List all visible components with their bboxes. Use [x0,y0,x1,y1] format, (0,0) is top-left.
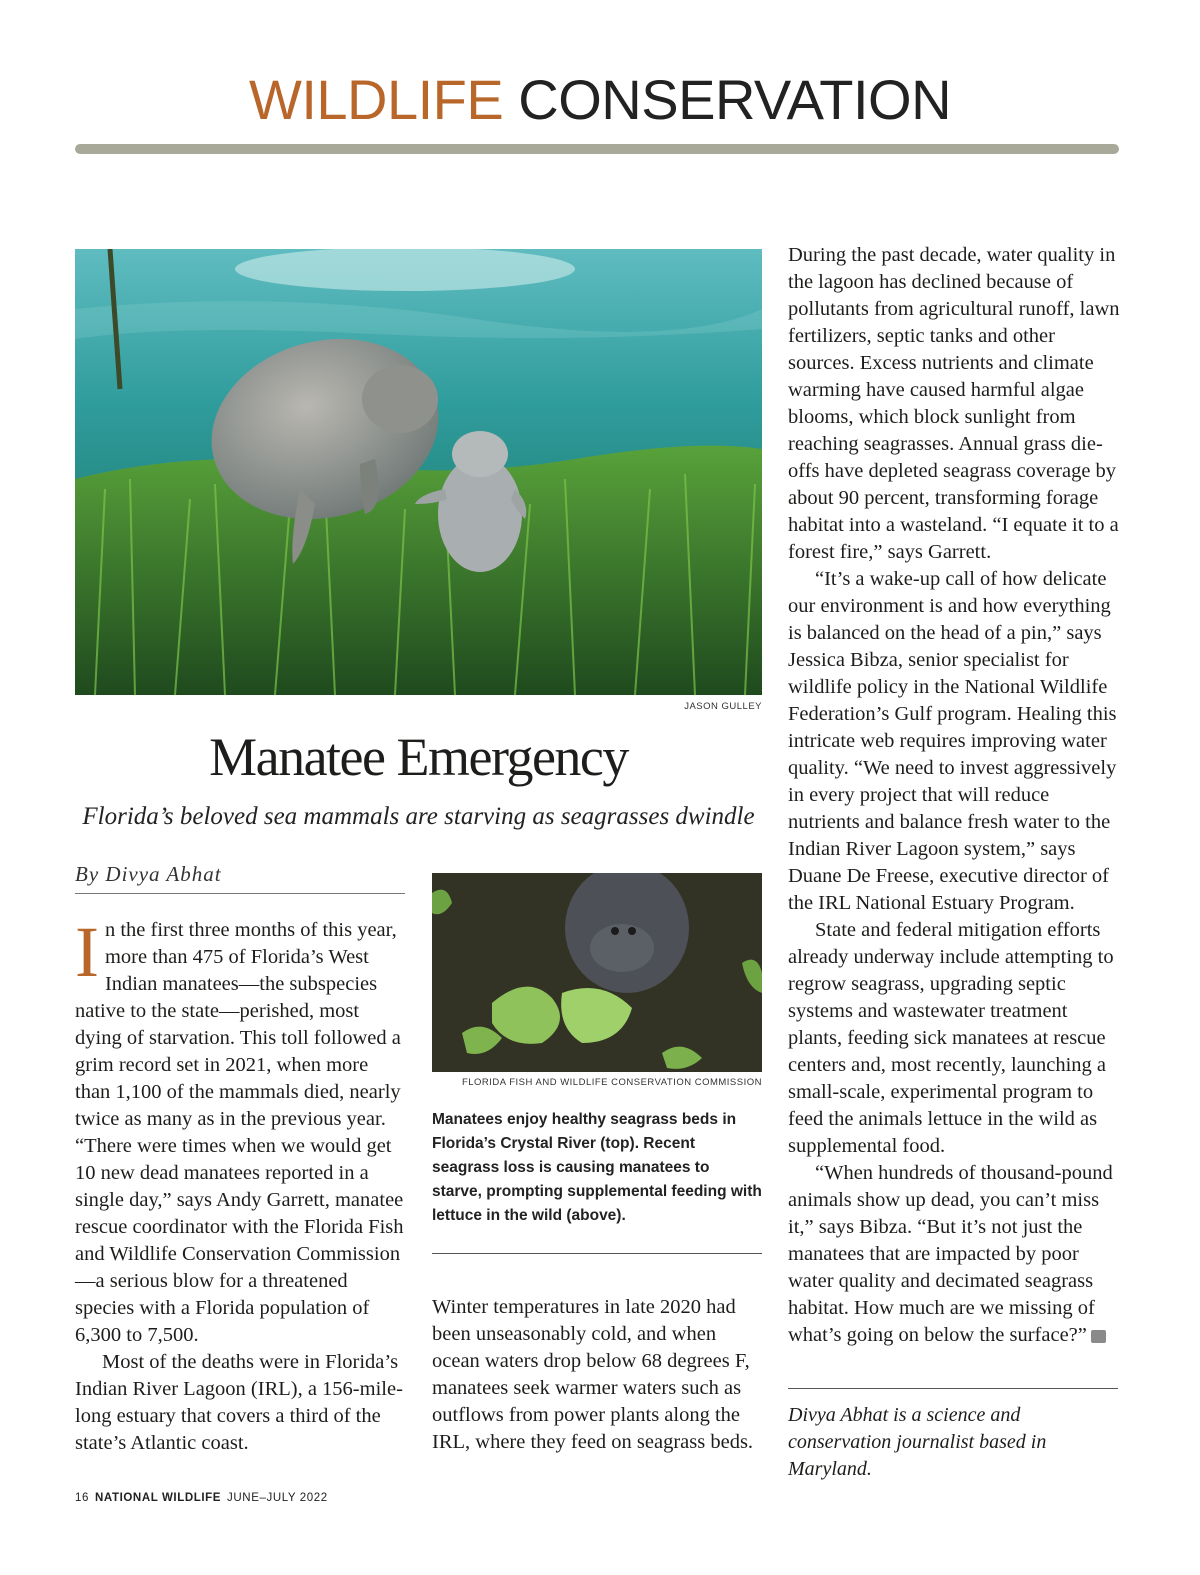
issue-date: JUNE–JULY 2022 [227,1492,328,1504]
paragraph-2: Most of the deaths were in Florida’s Indian River Lagoon (IRL), a 156-mile-long estuary that covers a third of the state’s Atlantic coast. [75,1351,403,1454]
paragraph-5: “It’s a wake-up call of how delicate our environment is and how everything is balanced on the head of a pin,” says Jessica Bibza, senior specialist for wildlife policy in the National Wildlife Federation’s Gulf program. Healing this intricate web requires improving water quality. “We need to invest aggressively in every project that will reduce nutrients and balance fresh water to the Indian River Lagoon system,” says Duane De Freese, executive director of the IRL National Estuary Program. [788,568,1117,914]
caption-divider [432,1253,762,1254]
magazine-name: NATIONAL WILDLIFE [95,1492,222,1504]
dek: Florida’s beloved sea mammals are starving as seagrasses dwindle [82,803,755,830]
paragraph-7 [788,1160,1127,1349]
lettuce-photo-credit: FLORIDA FISH AND WILDLIFE CONSERVATION COMMISSION [461,1077,762,1088]
body-column-3 [788,242,1127,1349]
page-footer [75,1492,328,1504]
paragraph-1-text: n the first three months of this year, more than 475 of Florida’s West Indian manatees—the subspecies native to the state—perished, most dying of starvation. This toll followed a grim record set in 2021, when more than 1,100 of the mammals died, nearly twice as many as in the previous year. “There were times when we would get 10 new dead manatees reported in a single day,” says Andy Garrett, manatee rescue coordinator with the Florida Fish and Wildlife Conservation Commission—a serious blow for a threatened species with a Florida population of 6,300 to 7,500. [75,919,404,1346]
end-mark-icon: W [1091,1330,1106,1343]
paragraph-6: State and federal mitigation efforts already underway include attempting to regrow seagrass, upgrading septic systems and wastewater treatment plants, feeding sick manatees at rescue centers and, most recently, launching a small-scale, experimental program to feed the animals lettuce in the wild as supplemental food. [788,919,1114,1157]
body-column-2 [432,1294,764,1456]
bio-divider [788,1388,1118,1389]
header-rule [75,144,1119,154]
body-column-1 [75,912,407,1457]
page-number: 16 [75,1492,89,1504]
paragraph-1 [75,912,407,1349]
section-title-accent: WILDLIFE [248,68,504,131]
main-photo-image [75,249,762,695]
author-bio: Divya Abhat is a science and conservation journalist based in Maryland. [788,1404,1047,1480]
lettuce-photo [432,873,762,1072]
headline: Manatee Emergency [209,727,628,787]
paragraph-3: Winter temperatures in late 2020 had been unseasonably cold, and when ocean waters drop below 68 degrees F, manatees seek warmer waters such as outflows from power plants along the IRL, where they feed on seagrass beds. [432,1296,754,1453]
section-title-main: CONSERVATION [518,68,952,131]
paragraph-7-text: “When hundreds of thousand-pound animals show up dead, you can’t miss it,” says Bibza. “But it’s not just the manatees that are impacted by poor water quality and decimated seagrass habitat. How much are we missing of what’s going on below the surface?” [788,1162,1113,1346]
main-photo [75,249,762,695]
byline: By Divya Abhat [75,862,405,894]
main-photo-credit: JASON GULLEY [684,701,762,712]
photo-caption: Manatees enjoy healthy seagrass beds in Florida’s Crystal River (top). Recent seagrass loss is causing manatees to starve, prompting supplemental feeding with lettuce in the wild (above). [432,1111,762,1224]
lettuce-photo-image [432,873,762,1072]
section-title [0,68,1200,131]
drop-cap: I [75,912,99,992]
paragraph-4: During the past decade, water quality in the lagoon has declined because of pollutants from agricultural runoff, lawn fertilizers, septic tanks and other sources. Excess nutrients and climate warming have caused harmful algae blooms, which block sunlight from reaching seagrasses. Annual grass die-offs have depleted seagrass coverage by about 90 percent, transforming forage habitat into a wasteland. “I equate it to a forest fire,” says Garrett. [788,244,1120,563]
